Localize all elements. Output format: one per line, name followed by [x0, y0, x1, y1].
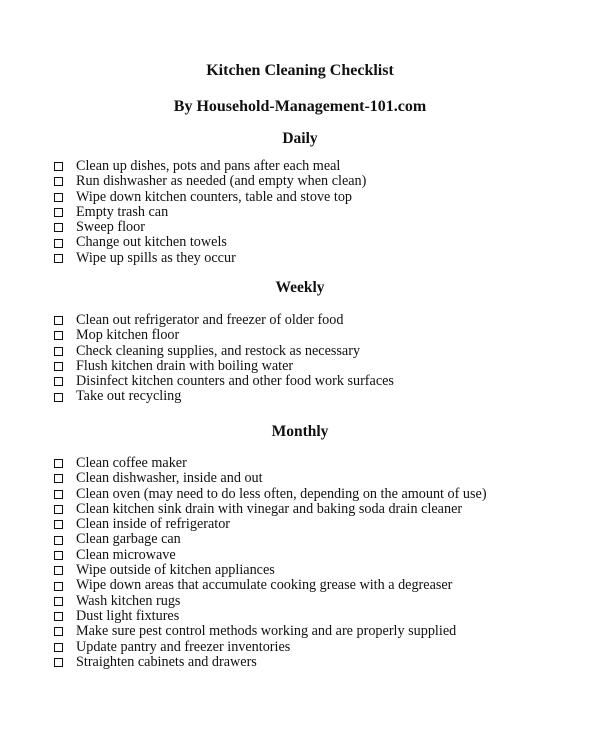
list-item[interactable]: [54, 456, 487, 471]
checkbox-icon[interactable]: [54, 347, 63, 356]
checkbox-icon[interactable]: [54, 551, 63, 560]
list-item[interactable]: [54, 532, 487, 547]
list-item[interactable]: [54, 487, 487, 502]
checkbox-icon[interactable]: [54, 377, 63, 386]
item-label: Clean inside of refrigerator: [76, 516, 231, 533]
list-item[interactable]: [54, 548, 487, 563]
item-label: Sweep floor: [76, 219, 145, 236]
list-item[interactable]: [54, 517, 487, 532]
item-label: Wipe down kitchen counters, table and stove top: [76, 188, 353, 205]
item-label: Mop kitchen floor: [76, 327, 180, 344]
checkbox-icon[interactable]: [54, 331, 63, 340]
document-title: Kitchen Cleaning Checklist: [206, 62, 394, 79]
checkbox-icon[interactable]: [54, 254, 63, 263]
list-item[interactable]: [54, 594, 487, 609]
checkbox-icon[interactable]: [54, 459, 63, 468]
section-heading-monthly: Monthly: [271, 423, 329, 440]
section-heading-daily: Daily: [282, 130, 318, 147]
list-item[interactable]: [54, 174, 366, 189]
checkbox-icon[interactable]: [54, 177, 63, 186]
item-label: Clean microwave: [76, 546, 176, 563]
checkbox-icon[interactable]: [54, 362, 63, 371]
item-label: Update pantry and freezer inventories: [76, 638, 291, 655]
checkbox-icon[interactable]: [54, 566, 63, 575]
checkbox-icon[interactable]: [54, 612, 63, 621]
checkbox-icon[interactable]: [54, 536, 63, 545]
checkbox-icon[interactable]: [54, 223, 63, 232]
item-label: Clean dishwasher, inside and out: [76, 470, 263, 487]
list-item[interactable]: [54, 578, 487, 593]
item-label: Clean kitchen sink drain with vinegar and baking soda drain cleaner: [76, 500, 463, 517]
list-item[interactable]: [54, 655, 487, 670]
list-item[interactable]: [54, 251, 366, 266]
item-label: Run dishwasher as needed (and empty when clean): [76, 173, 367, 190]
list-item[interactable]: [54, 624, 487, 639]
checkbox-icon[interactable]: [54, 597, 63, 606]
checkbox-icon[interactable]: [54, 582, 63, 591]
checkbox-icon[interactable]: [54, 520, 63, 529]
item-label: Check cleaning supplies, and restock as necessary: [76, 342, 361, 359]
item-label: Change out kitchen towels: [76, 234, 227, 251]
item-label: Empty trash can: [76, 203, 169, 220]
checkbox-icon[interactable]: [54, 505, 63, 514]
list-item[interactable]: [54, 220, 366, 235]
item-label: Disinfect kitchen counters and other food work surfaces: [76, 373, 394, 390]
list-item[interactable]: [54, 190, 366, 205]
item-label: Clean garbage can: [76, 531, 181, 548]
list-item[interactable]: [54, 235, 366, 250]
document-byline: By Household-Management-101.com: [173, 98, 427, 115]
checkbox-icon[interactable]: [54, 490, 63, 499]
section-heading-weekly: Weekly: [275, 279, 325, 296]
list-item[interactable]: [54, 374, 394, 389]
list-item[interactable]: [54, 328, 394, 343]
list-item[interactable]: [54, 344, 394, 359]
list-item[interactable]: [54, 359, 394, 374]
list-item[interactable]: [54, 563, 487, 578]
list-item[interactable]: [54, 389, 394, 404]
list-item[interactable]: [54, 471, 487, 486]
checkbox-icon[interactable]: [54, 627, 63, 636]
list-item[interactable]: [54, 502, 487, 517]
item-label: Wipe outside of kitchen appliances: [76, 562, 275, 579]
checkbox-icon[interactable]: [54, 474, 63, 483]
checkbox-icon[interactable]: [54, 162, 63, 171]
list-item[interactable]: [54, 313, 394, 328]
list-item[interactable]: [54, 609, 487, 624]
checkbox-icon[interactable]: [54, 393, 63, 402]
item-label: Wipe up spills as they occur: [76, 249, 236, 266]
item-label: Flush kitchen drain with boiling water: [76, 357, 294, 374]
item-label: Dust light fixtures: [76, 607, 180, 624]
item-label: Wipe down areas that accumulate cooking grease with a degreaser: [76, 577, 453, 594]
item-label: Clean out refrigerator and freezer of older food: [76, 312, 344, 328]
checkbox-icon[interactable]: [54, 193, 63, 202]
checkbox-icon[interactable]: [54, 208, 63, 217]
checkbox-icon[interactable]: [54, 239, 63, 248]
checkbox-icon[interactable]: [54, 658, 63, 667]
item-label: Clean up dishes, pots and pans after each meal: [76, 158, 341, 174]
checkbox-icon[interactable]: [54, 316, 63, 325]
item-label: Clean coffee maker: [76, 455, 187, 471]
checkbox-icon[interactable]: [54, 643, 63, 652]
item-label: Straighten cabinets and drawers: [76, 653, 257, 670]
weekly-checklist: [54, 313, 394, 405]
monthly-checklist: [54, 456, 487, 670]
daily-checklist: [54, 159, 366, 266]
item-label: Make sure pest control methods working and are properly supplied: [76, 623, 457, 640]
item-label: Wash kitchen rugs: [76, 592, 181, 609]
list-item[interactable]: [54, 159, 366, 174]
item-label: Take out recycling: [76, 388, 182, 405]
list-item[interactable]: [54, 640, 487, 655]
item-label: Clean oven (may need to do less often, depending on the amount of use): [76, 485, 487, 502]
list-item[interactable]: [54, 205, 366, 220]
